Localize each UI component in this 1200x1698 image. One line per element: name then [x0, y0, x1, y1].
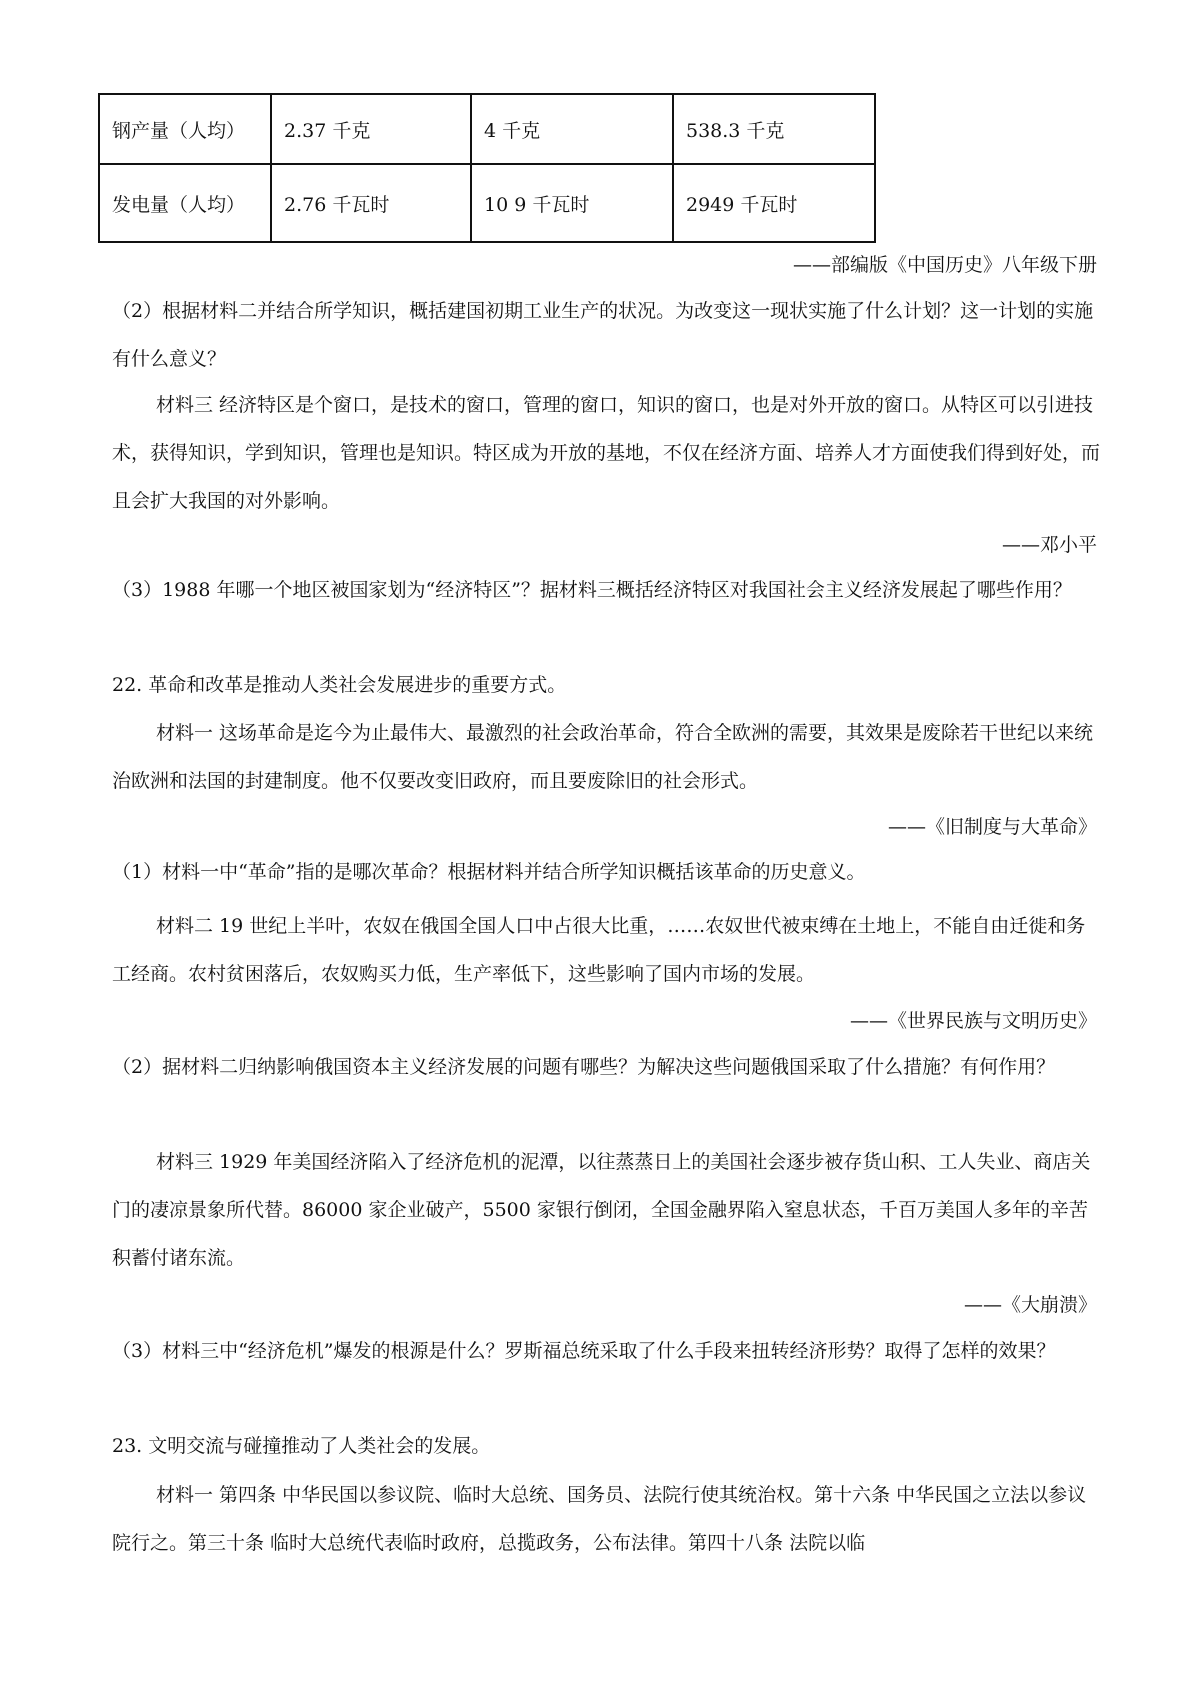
table-cell: 2.37 千克: [271, 94, 471, 164]
question-22-1: （1）材料一中“革命”指的是哪次革命？根据材料并结合所学知识概括该革命的历史意义。: [112, 861, 866, 883]
table-row: [99, 94, 875, 164]
question-23-title: 23. 文明交流与碰撞推动了人类社会的发展。: [112, 1435, 491, 1457]
question-22-material-2: 材料二 19 世纪上半叶，农奴在俄国全国人口中占很大比重，……农奴世代被束缚在土地上，不能自由迁徙和务工经商。农村贫困落后，农奴购买力低，生产率低下，这些影响了国内市场的发展。: [112, 915, 1086, 985]
question-22-title: 22. 革命和改革是推动人类社会发展进步的重要方式。: [112, 674, 567, 696]
question-21-3: （3）1988 年哪一个地区被国家划为“经济特区”？据材料三概括经济特区对我国社会主义经济发展起了哪些作用？: [112, 579, 1072, 601]
question-22-3: （3）材料三中“经济危机”爆发的根源是什么？罗斯福总统采取了什么手段来扭转经济形势？取得了怎样的效果？: [112, 1340, 1056, 1362]
source-citation: ——邓小平: [1001, 534, 1097, 556]
table-cell: 钢产量（人均）: [99, 94, 271, 164]
question-22-material-1: 材料一 这场革命是迄今为止最伟大、最激烈的社会政治革命，符合全欧洲的需要，其效果是废除若干世纪以来统治欧洲和法国的封建制度。他不仅要改变旧政府，而且要废除旧的社会形式。: [112, 722, 1094, 792]
table-row: [99, 164, 875, 242]
table-cell: 发电量（人均）: [99, 164, 271, 242]
question-22-material-3: 材料三 1929 年美国经济陷入了经济危机的泥潭，以往蒸蒸日上的美国社会逐步被存货山积、工人失业、商店关门的凄凉景象所代替。86000 家企业破产，5500 家银行倒闭，全国金融界陷入窒息状态，千百万美国人多年的辛苦积蓄付诸东流。: [112, 1151, 1091, 1269]
table-cell: 10 9 千瓦时: [471, 164, 673, 242]
question-22-2: （2）据材料二归纳影响俄国资本主义经济发展的问题有哪些？为解决这些问题俄国采取了什么措施？有何作用？: [112, 1056, 1056, 1078]
statistics-table: [98, 93, 876, 243]
table-cell: 538.3 千克: [673, 94, 875, 164]
question-21-2: （2）根据材料二并结合所学知识，概括建国初期工业生产的状况。为改变这一现状实施了什么计划？这一计划的实施有什么意义？: [112, 300, 1094, 370]
material-3-deng: 材料三 经济特区是个窗口，是技术的窗口，管理的窗口，知识的窗口，也是对外开放的窗口。从特区可以引进技术，获得知识，学到知识，管理也是知识。特区成为开放的基地，不仅在经济方面、培养人才方面使我们得到好处，而且会扩大我国的对外影响。: [112, 394, 1101, 512]
source-citation: ——《大崩溃》: [963, 1294, 1097, 1316]
table-cell: 2.76 千瓦时: [271, 164, 471, 242]
table-cell: 4 千克: [471, 94, 673, 164]
source-citation: ——《世界民族与文明历史》: [849, 1010, 1097, 1032]
source-citation: ——《旧制度与大革命》: [887, 816, 1097, 838]
question-23-material-1: 材料一 第四条 中华民国以参议院、临时大总统、国务员、法院行使其统治权。第十六条 中华民国之立法以参议院行之。第三十条 临时大总统代表临时政府，总揽政务，公布法律。第四十八条 法院以临: [112, 1484, 1087, 1554]
source-citation: ——部编版《中国历史》八年级下册: [792, 254, 1097, 276]
table-cell: 2949 千瓦时: [673, 164, 875, 242]
